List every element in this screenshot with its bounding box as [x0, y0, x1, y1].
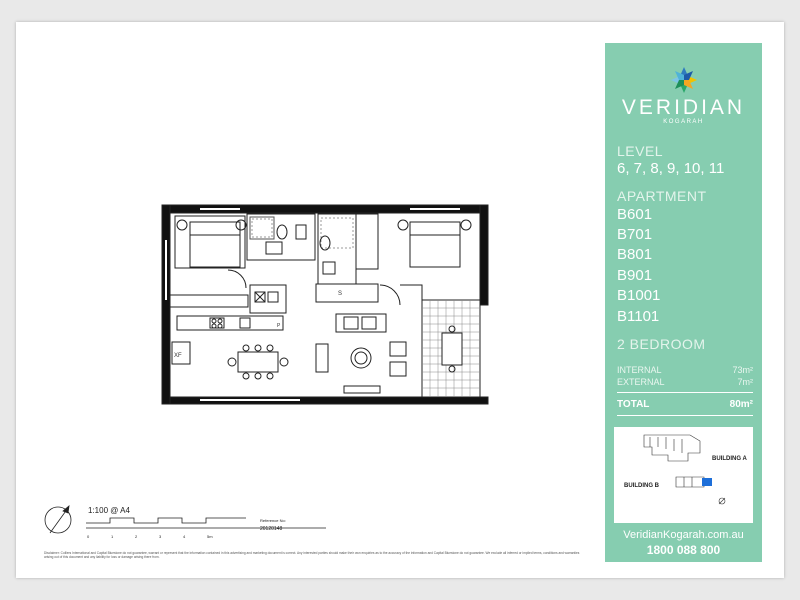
- fridge-label: XF: [174, 353, 182, 359]
- scale-tick-2: 2: [135, 534, 138, 539]
- bedroom-count: 2 BEDROOM: [617, 336, 706, 352]
- total-label: TOTAL: [617, 399, 650, 410]
- external-area: [617, 377, 753, 387]
- apartment-unit: B601: [617, 206, 653, 223]
- apartment-unit: B701: [617, 226, 653, 243]
- level-value: 6, 7, 8, 9, 10, 11: [617, 160, 725, 177]
- reference-value: 20120148: [260, 526, 283, 532]
- level-label: LEVEL: [617, 143, 664, 159]
- scale-label: 1:100 @ A4: [88, 506, 130, 515]
- apartment-unit: B801: [617, 246, 653, 263]
- scale-tick-1: 1: [111, 534, 114, 539]
- scale-tick-3: 3: [159, 534, 162, 539]
- website-link[interactable]: VeridianKogarah.com.au: [623, 529, 744, 541]
- phone-number[interactable]: 1800 088 800: [646, 543, 721, 557]
- total-area: [617, 399, 753, 410]
- stair-label: S: [338, 291, 343, 297]
- apartment-unit: B1101: [617, 308, 660, 325]
- apartment-unit: B901: [617, 267, 653, 284]
- external-value: 7m²: [737, 377, 753, 387]
- disclaimer: Disclaimer: Colliers International and Capital Bluestone do not guarantee, warrant or represent that the information contained in this advertising and marketing document is correct. Any interested parties should make their own enquiries as to the accuracy of the information and Capital Bluestone do not guarantee. We exclude all inferred or implied terms, conditions and warranties arising out of this document and any liability for loss or damage arising there from.: [44, 551, 580, 560]
- total-value: 80m²: [729, 399, 753, 410]
- scale-tick-4: 4: [183, 534, 186, 539]
- internal-value: 73m²: [732, 365, 753, 375]
- building-a-label: BUILDING A: [712, 456, 747, 462]
- scale-tick-0: 0: [87, 534, 90, 539]
- internal-area: [617, 365, 753, 375]
- veridian-logo-icon: [605, 65, 762, 100]
- info-panel: [605, 43, 762, 562]
- brand-name: VERIDIAN: [621, 96, 746, 119]
- brand-location: KOGARAH: [663, 119, 704, 125]
- apartment-label: APARTMENT: [617, 188, 707, 204]
- divider: [617, 415, 753, 416]
- key-plan: [614, 427, 753, 523]
- reference-label: Reference No:: [260, 518, 286, 523]
- scale-tick-5: 5m: [207, 534, 213, 539]
- external-label: EXTERNAL: [617, 377, 665, 387]
- internal-label: INTERNAL: [617, 365, 662, 375]
- apartment-unit: B1001: [617, 287, 661, 304]
- pantry-label: P: [277, 323, 281, 329]
- building-b-label: BUILDING B: [624, 483, 659, 489]
- divider: [617, 392, 753, 393]
